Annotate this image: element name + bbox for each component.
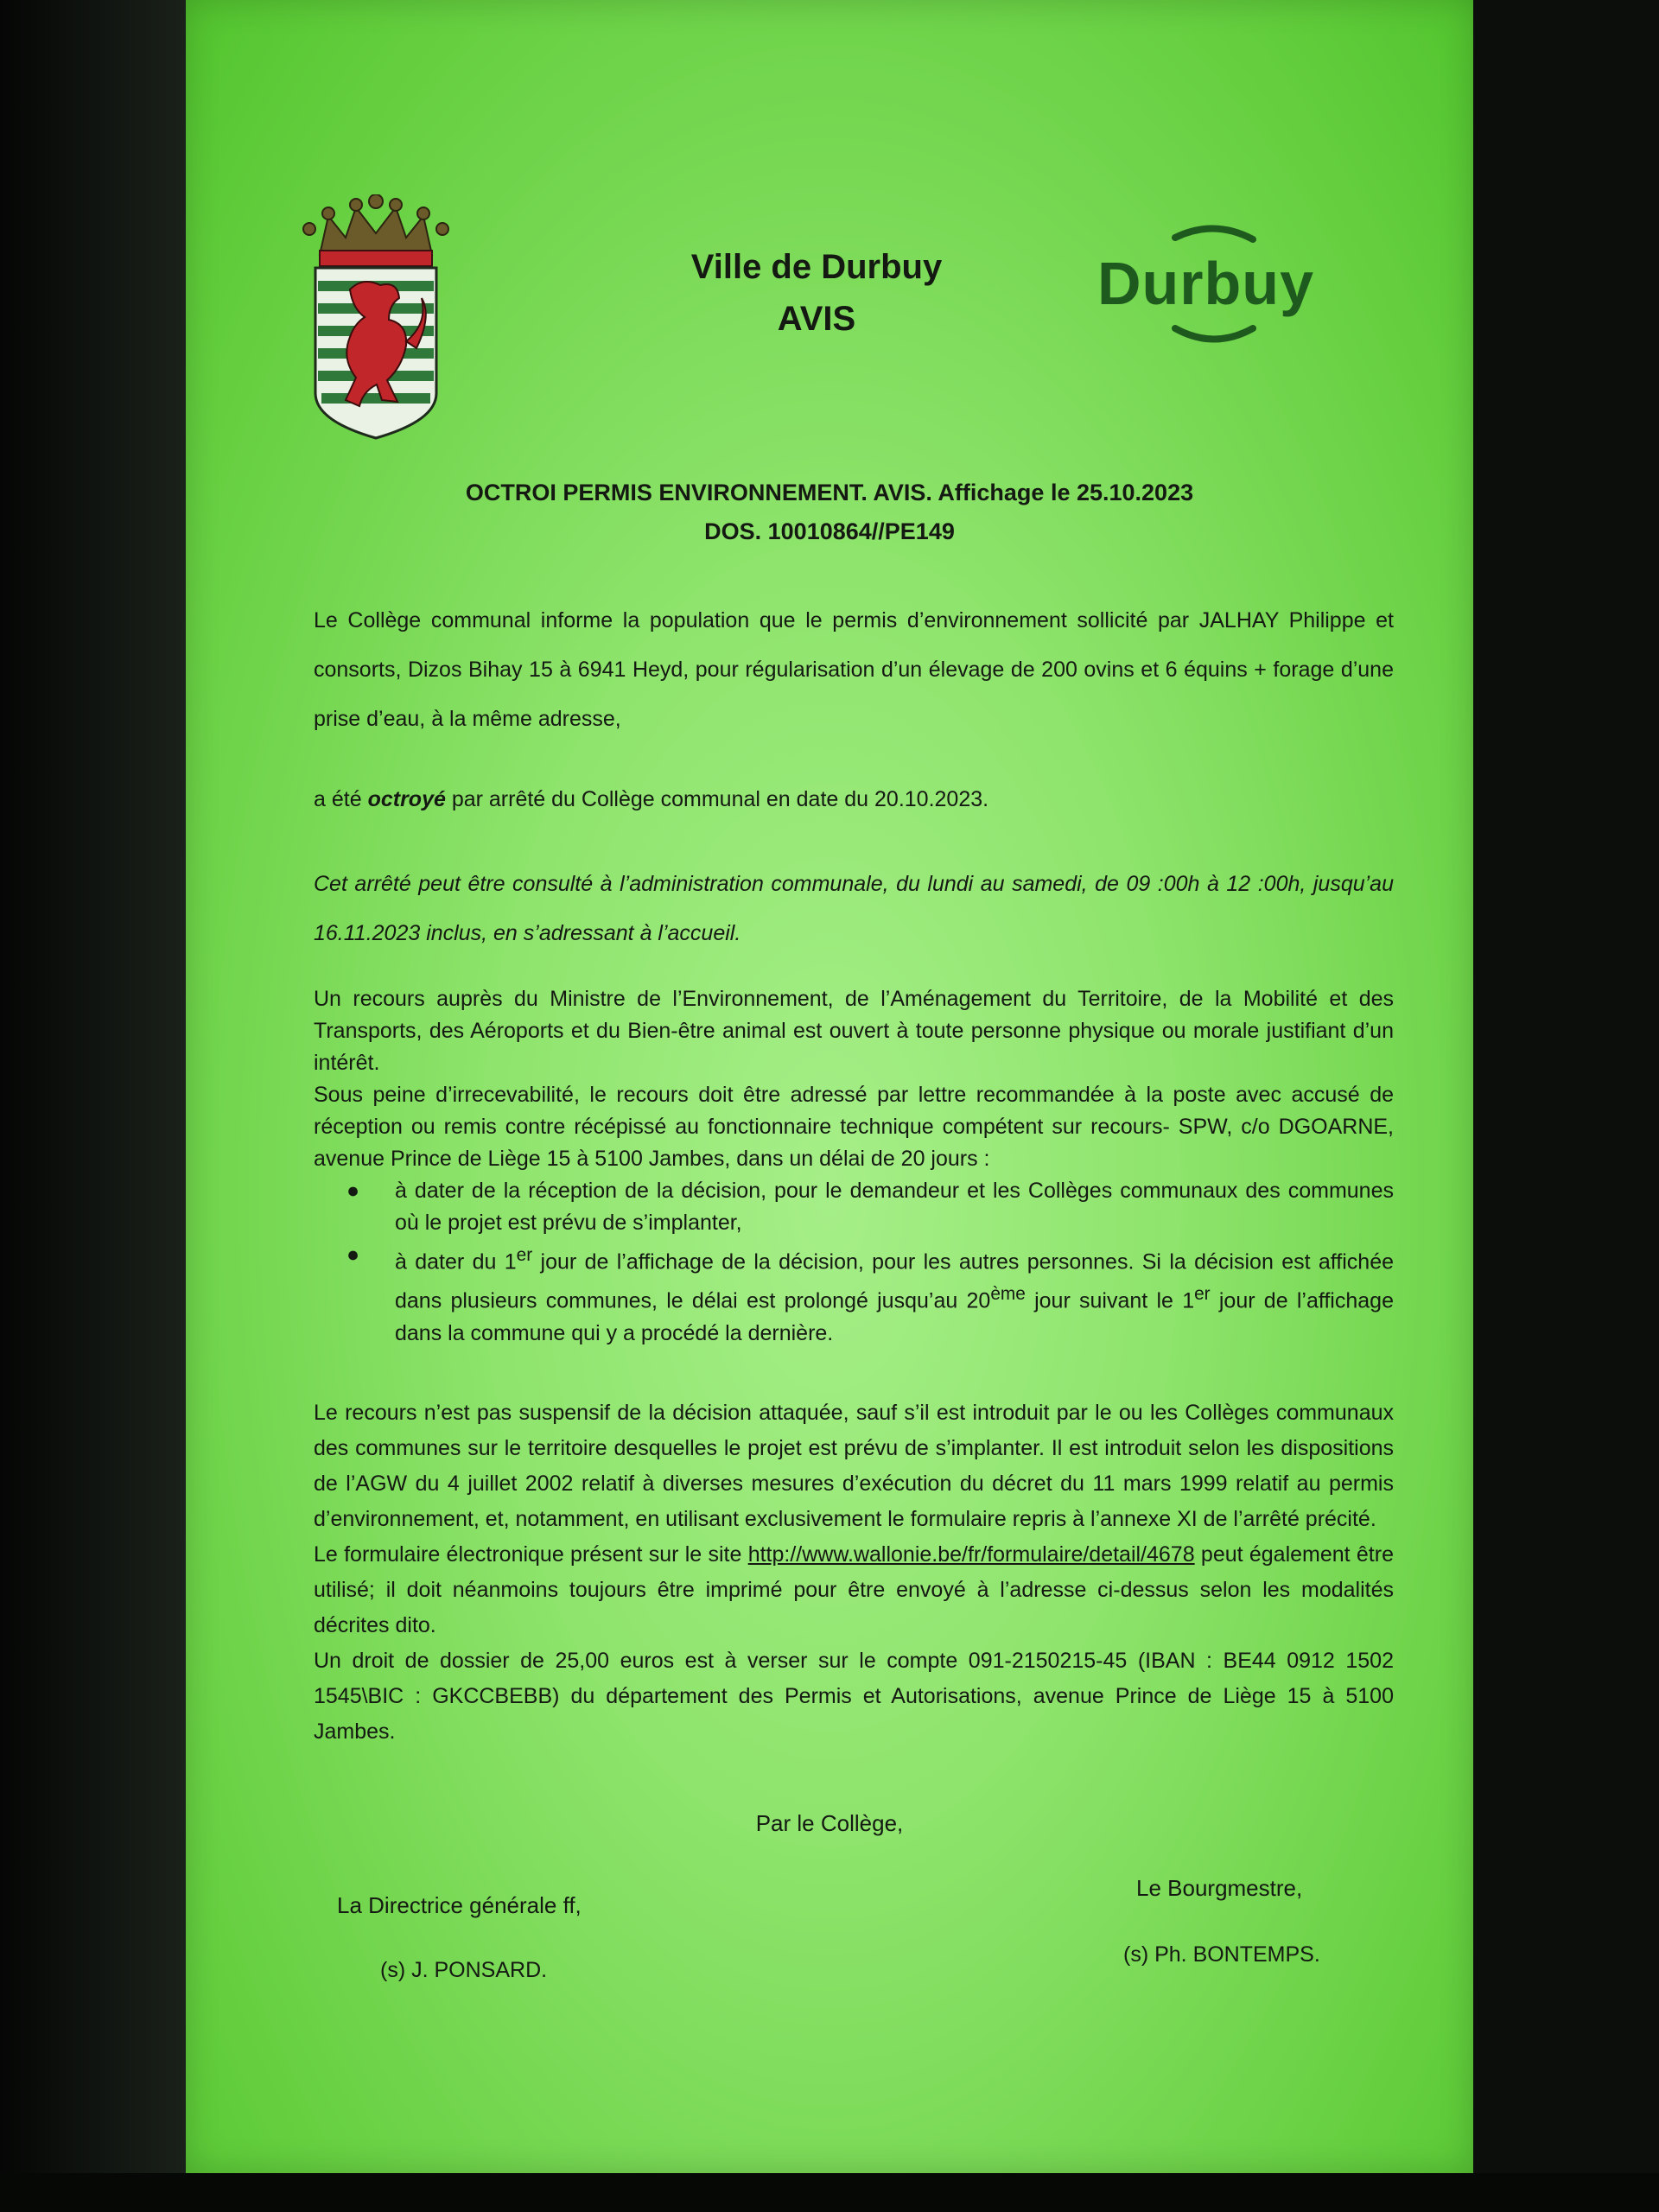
paragraph-intro: Le Collège communal informe la population que le permis d’environnement sollicité par JALHAY Philippe et consorts, Dizos Bihay 15 à 6941 Heyd, pour régularisation d’un élevage de 200 ovins et 6 équins + forage d’une prise d’eau, à la même adresse, [314, 608, 1394, 731]
paragraph-decision [314, 778, 1394, 821]
list-item [314, 1175, 1394, 1239]
superscript: er [1194, 1284, 1211, 1305]
form-link[interactable]: http://www.wallonie.be/fr/formulaire/detail/4678 [747, 1542, 1195, 1567]
coat-of-arms-icon [302, 194, 449, 445]
form-text-before: Le formulaire électronique présent sur le site [314, 1542, 748, 1567]
org-name: Ville de Durbuy [690, 248, 943, 286]
bullet-text-a: à dater du 1 [395, 1249, 517, 1274]
bullet-icon: ● [346, 1179, 360, 1203]
superscript: er [516, 1245, 533, 1265]
photo-frame-left [0, 0, 186, 2212]
paragraph-consultation: Cet arrêté peut être consulté à l’administration communale, du lundi au samedi, de 09 :00h à 12 :00h, jusqu’au 16.11.2023 inclus, en s’adressant à l’accueil. [314, 872, 1394, 945]
notice-label: AVIS [777, 300, 856, 338]
dossier-number: DOS. 10010864//PE149 [704, 518, 955, 544]
appeal-deadline-list [314, 1175, 1394, 1350]
appeal-intro: Un recours auprès du Ministre de l’Environnement, de l’Aménagement du Territoire, de la Mobilité et des Transports, des Aéroports et du Bien-être animal est ouvert à toute personne physique ou morale justifiant d’un intérêt. [314, 987, 1394, 1075]
paragraph-appeal [314, 983, 1394, 1350]
legal-form [314, 1537, 1394, 1643]
photo-frame-bottom [0, 2173, 1659, 2212]
legal-fee: Un droit de dossier de 25,00 euros est à verser sur le compte 091-2150215-45 (IBAN : BE44 0912 1502 1545\BIC : GKCCBEBB) du département des Permis et Autorisations, avenue Prince de Liège 15 à 5100 Jambes. [314, 1649, 1394, 1744]
signature-mayor-name: (s) Ph. BONTEMPS. [1123, 1942, 1320, 1967]
bullet-text-c: jour suivant le 1 [1025, 1288, 1195, 1313]
list-item [314, 1239, 1394, 1350]
decision-text-after: par arrêté du Collège communal en date du 20.10.2023. [445, 787, 989, 811]
notice-sheet [186, 0, 1473, 2173]
decision-emphasis: octroyé [367, 787, 446, 811]
bullet-text-d: jour de l’affichage dans la commune qui y a procédé la dernière. [395, 1288, 1394, 1345]
bullet-text-b: jour de l’affichage de la décision, pour les autres personnes. Si la décision est affichée dans plusieurs communes, le délai est prolongé jusqu’au 20 [395, 1249, 1395, 1313]
superscript: ème [990, 1284, 1026, 1305]
bullet-icon: ● [346, 1243, 360, 1267]
signature-college: Par le Collège, [755, 1810, 904, 1836]
legal-suspensive: Le recours n’est pas suspensif de la décision attaquée, sauf s’il est introduit par le ou les Collèges communaux des communes sur le territoire desquelles le projet est prévu de s’implanter. Il est introduit selon les dispositions de l’AGW du 4 juillet 2002 relatif à diverses mesures d’exécution du décret du 11 mars 1999 relatif au permis d’environnement, et, notamment, en utilisant exclusivement le formulaire repris à l’annexe XI de l’arrêté précité. [314, 1401, 1394, 1531]
signature-director-name: (s) J. PONSARD. [380, 1958, 548, 1982]
signature-director-title: La Directrice générale ff, [337, 1892, 582, 1918]
signature-mayor-title: Le Bourgmestre, [1136, 1875, 1303, 1901]
paragraph-legal [314, 1395, 1394, 1750]
logo-wordmark: Durbuy [1097, 250, 1314, 317]
form-text-after: peut également être utilisé; il doit néanmoins toujours être imprimé pour être envoyé à l’adresse ci-dessus selon les modalités décrites dito. [314, 1542, 1394, 1637]
notice-title: OCTROI PERMIS ENVIRONNEMENT. AVIS. Affichage le 25.10.2023 [465, 480, 1194, 505]
appeal-procedure: Sous peine d’irrecevabilité, le recours doit être adressé par lettre recommandée à la poste avec accusé de réception ou remis contre récépissé au fonctionnaire technique compétent sur recours- SPW, c/o DGOARNE, avenue Prince de Liège 15 à 5100 Jambes, dans un délai de 20 jours : [314, 1083, 1394, 1171]
decision-text-before: a été [314, 787, 368, 811]
bullet-text: à dater de la réception de la décision, pour le demandeur et les Collèges communaux des communes où le projet est prévu de s’implanter, [395, 1179, 1394, 1235]
